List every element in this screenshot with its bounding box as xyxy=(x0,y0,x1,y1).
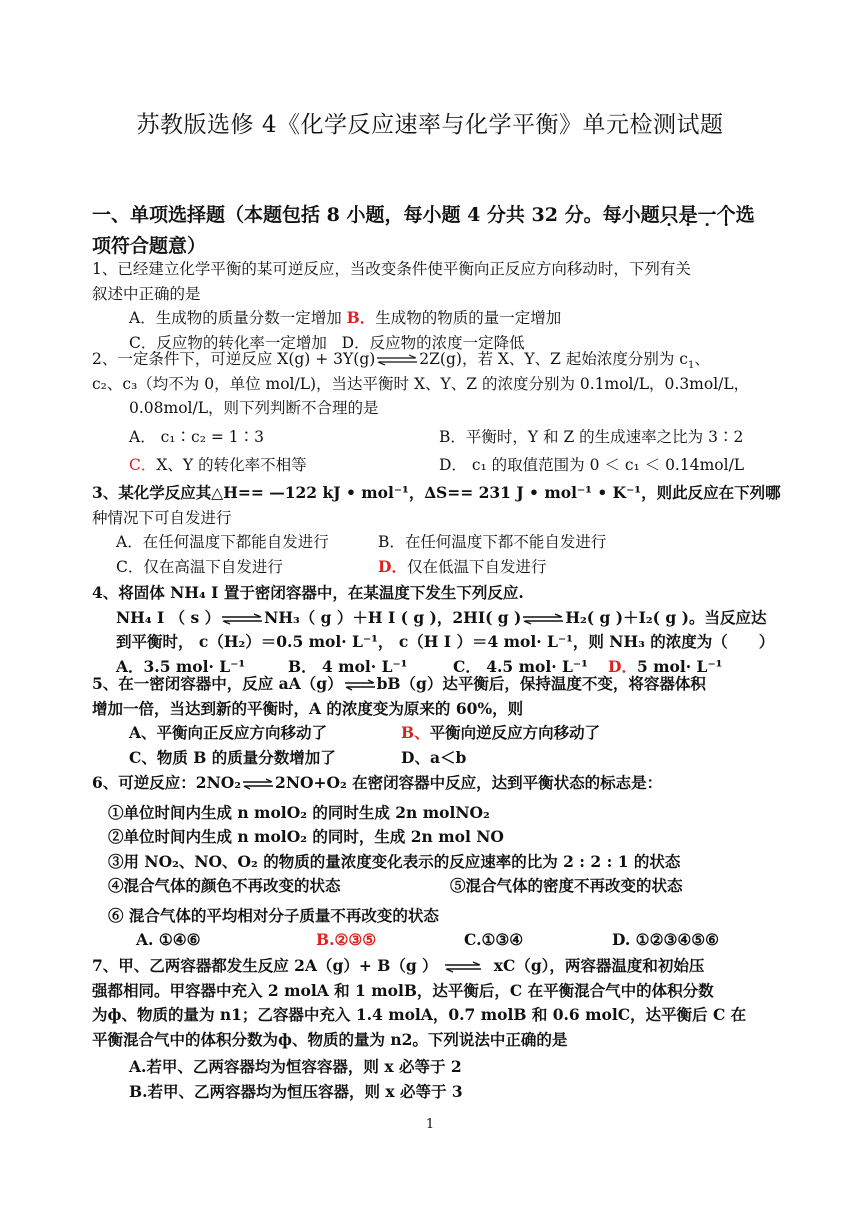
option-row xyxy=(92,306,772,331)
question-stem: 2、一定条件下，可逆反应 X(g) + 3Y(g) 2Z(g)，若 X、Y、Z 起始浓度分别为 $c_1$、 xyxy=(92,350,710,372)
option-b: B.若甲、乙两容器均为恒压容器，则 x 必等于 3 xyxy=(129,1081,463,1101)
option-a: A．在任何温度下都能自发进行 xyxy=(116,533,329,551)
question-6 xyxy=(92,771,772,953)
option-row xyxy=(92,721,772,746)
question-stem: 3、某化学反应其△H== —122 kJ • mol⁻¹，∆S== 231 J • mol⁻¹ • K⁻¹，则此反应在下列哪 xyxy=(92,483,781,502)
answer-mark: B． xyxy=(346,308,376,327)
option-row xyxy=(92,555,772,580)
question-stem: c₂、c₃（均不为 0，单位 mol/L)，当达平衡时 X、Y、Z 的浓度分别为 0.1mol/L，0.3mol/L， xyxy=(92,374,750,393)
option-row xyxy=(92,746,772,771)
option-c: C． 4.5 mol· L⁻¹ xyxy=(453,656,588,676)
option-d: D、a＜b xyxy=(401,747,467,767)
statement-2: ②单位时间内生成 n molO₂ 的同时，生成 2n mol NO xyxy=(108,827,504,846)
question-stem: 7、甲、乙两容器都发生反应 2A（g）+ B（g ） xC（g），两容器温度和初始压 xyxy=(92,956,705,975)
answer-mark: B、 xyxy=(401,723,430,742)
question-stem: 叙述中正确的是 xyxy=(92,284,201,303)
option-b: 平衡向逆反应方向移动了 xyxy=(429,723,601,742)
page-title: 苏教版选修 4《化学反应速率与化学平衡》单元检测试题 xyxy=(136,112,724,138)
question-stem: 强都相同。甲容器中充入 2 molA 和 1 molB，达平衡后，C 在平衡混合气中的体积分数 xyxy=(92,980,714,1000)
question-stem: 为ф、物质的量为 n1；乙容器中充入 1.4 molA，0.7 molB 和 0.6 molC，达平衡后 C 在 xyxy=(92,1005,747,1024)
question-stem: 到平衡时， c（H₂）＝0.5 mol· L⁻¹， c（H I ）＝4 mol· L⁻¹，则 NH₃ 的浓度为（ ） xyxy=(116,632,775,651)
option-row xyxy=(92,928,772,953)
option-row xyxy=(92,453,772,478)
statement-4: ④混合气体的颜色不再改变的状态 xyxy=(108,876,341,895)
option-a: A.若甲、乙两容器均为恒容容器，则 x 必等于 2 xyxy=(129,1057,462,1076)
option-b: B．平衡时，Y 和 Z 的生成速率之比为 3∶2 xyxy=(439,427,744,446)
emphasis-dots: 只是一个 xyxy=(659,204,736,226)
option-c: C、物质 B 的质量分数增加了 xyxy=(129,747,336,767)
option-a: A． c₁∶c₂ = 1∶3 xyxy=(129,427,264,446)
option-d: D．反应物的浓度一定降低 xyxy=(341,333,525,352)
question-stem: 平衡混合气中的体积分数为ф、物质的量为 n2。下列说法中正确的是 xyxy=(92,1029,568,1049)
option-c: X、Y 的转化率不相等 xyxy=(156,456,307,474)
equilibrium-arrow-icon xyxy=(375,354,419,366)
answer-mark: C． xyxy=(129,456,157,474)
equilibrium-arrow-icon xyxy=(220,613,264,625)
option-b: B.②③⑤ xyxy=(316,930,377,949)
question-stem: 6、可逆反应：2NO₂ 2NO+O₂ 在密闭容器中反应，达到平衡状态的标志是： xyxy=(92,773,663,792)
question-3 xyxy=(92,481,781,579)
statement-5: ⑤混合气体的密度不再改变的状态 xyxy=(450,876,683,895)
question-stem: 增加一倍，当达到新的平衡时，A 的浓度变为原来的 60%，则 xyxy=(92,698,524,718)
question-4 xyxy=(92,581,775,679)
option-d: D． c₁ 的取值范围为 0 ＜ c₁ ＜ 0.14mol/L xyxy=(439,456,745,474)
option-a: A. ①④⑥ xyxy=(136,930,201,949)
equilibrium-arrow-icon xyxy=(241,778,275,790)
statement-6: ⑥ 混合气体的平均相对分子质量不再改变的状态 xyxy=(108,905,439,925)
option-row xyxy=(92,530,772,555)
option-row xyxy=(92,425,772,450)
option-a: A．3.5 mol· L⁻¹ xyxy=(116,656,246,676)
question-stem: 1、已经建立化学平衡的某可逆反应，当改变条件使平衡向正反应方向移动时，下列有关 xyxy=(92,260,691,278)
statement-1: ①单位时间内生成 n molO₂ 的同时生成 2n molNO₂ xyxy=(108,802,490,822)
option-c: C．仅在高温下自发进行 xyxy=(116,557,283,576)
answer-mark: D． xyxy=(378,556,407,576)
question-stem: 种情况下可自发进行 xyxy=(92,508,232,527)
option-c: C．反应物的转化率一定增加 xyxy=(129,333,327,352)
option-d: 5 mol· L⁻¹ xyxy=(636,656,723,676)
option-d: 仅在低温下自发进行 xyxy=(406,557,547,576)
question-stem: 5、在一密闭容器中，反应 aA（g） bB（g）达平衡后，保持温度不变，将容器体积 xyxy=(92,674,706,693)
equilibrium-arrow-icon xyxy=(521,613,565,625)
equilibrium-arrow-icon xyxy=(443,961,483,973)
option-c: C.①③④ xyxy=(464,930,524,949)
question-1 xyxy=(92,257,772,355)
question-stem: 0.08mol/L，则下列判断不合理的是 xyxy=(129,399,379,417)
question-5 xyxy=(92,672,772,770)
option-d: D. ①②③④⑤⑥ xyxy=(612,930,720,949)
section-heading-line2: 项符合题意） xyxy=(92,235,207,257)
answer-mark: D． xyxy=(608,656,637,676)
section-heading-text: 一、单项选择题（本题包括 8 小题，每小题 4 分共 32 分。每小题 xyxy=(92,204,660,226)
option-b: B．在任何温度下都不能自发进行 xyxy=(378,533,607,551)
reaction-equation: NH₄ I （ s ） NH₃（ g ）＋H I ( g )，2HI( g ) H₂( g )＋I₂( g )。当反应达 xyxy=(116,607,767,627)
section-heading: 一、单项选择题（本题包括 8 小题，每小题 4 分共 32 分。每小题只是一个选 项符合题意） xyxy=(92,200,772,262)
page-number: 1 xyxy=(425,1117,435,1132)
statement-3: ③用 NO₂、NO、O₂ 的物质的量浓度变化表示的反应速率的比为 2 : 2 : 1 的状态 xyxy=(108,851,681,871)
option-b: B． 4 mol· L⁻¹ xyxy=(288,656,408,676)
question-7 xyxy=(92,954,772,1104)
equilibrium-arrow-icon xyxy=(343,679,377,691)
question-stem: 4、将固体 NH₄ I 置于密闭容器中，在某温度下发生下列反应. xyxy=(92,583,524,602)
option-a: A、平衡向正反应方向移动了 xyxy=(129,723,328,742)
option-b: 生成物的物质的量一定增加 xyxy=(375,309,562,327)
question-2 xyxy=(92,347,772,478)
option-a: A．生成物的质量分数一定增加 xyxy=(129,309,342,327)
